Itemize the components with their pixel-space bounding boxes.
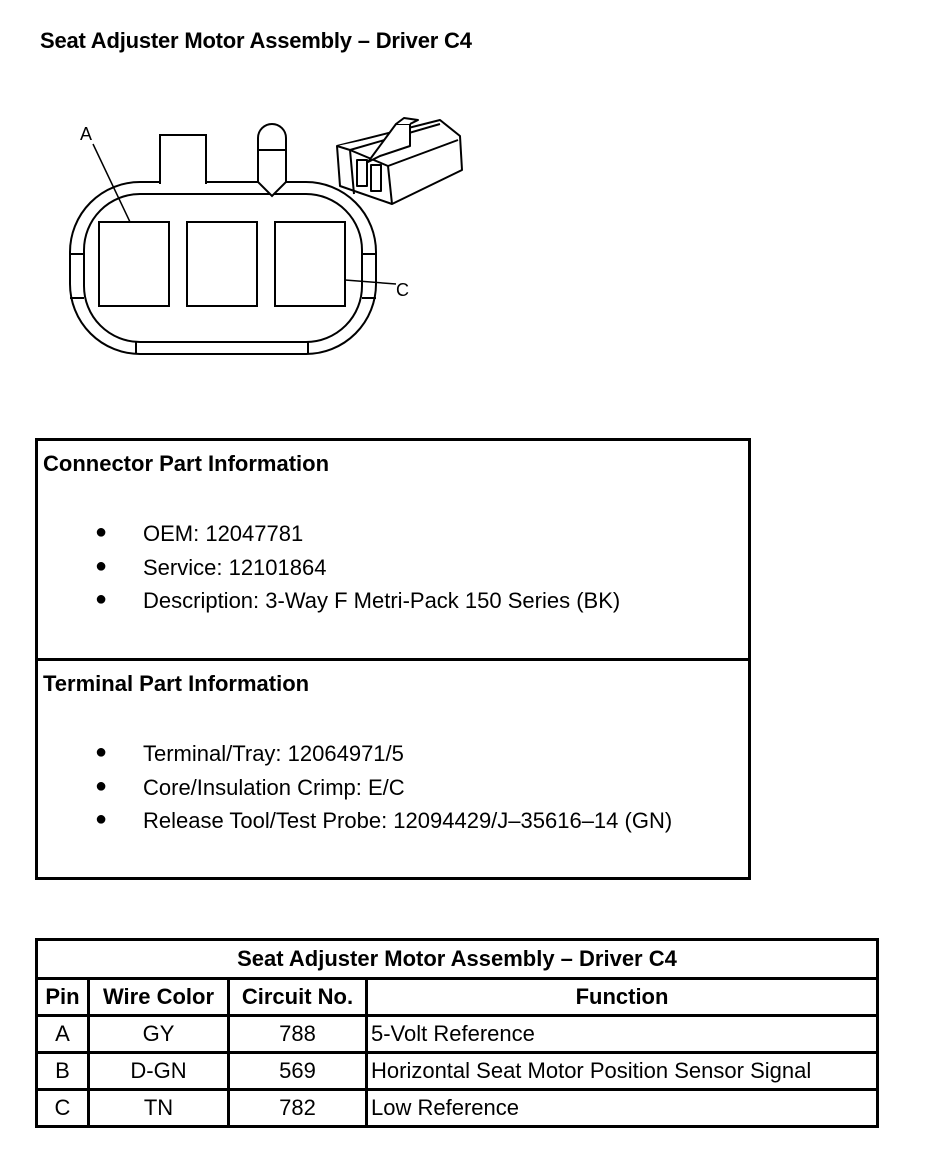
list-item: ● OEM: 12047781 [95, 521, 304, 546]
table-row [37, 1053, 878, 1090]
table-row [37, 1016, 878, 1053]
function-cell: Horizontal Seat Motor Position Sensor Signal [367, 1053, 878, 1090]
terminal-info-list [38, 741, 748, 842]
connector-inner-shell [84, 194, 362, 342]
wire-color-cell: TN [89, 1090, 229, 1127]
connector-3d-view [337, 118, 462, 204]
connector-info-list [38, 521, 748, 622]
function-cell: 5-Volt Reference [367, 1016, 878, 1053]
circuit-cell: 788 [229, 1016, 367, 1053]
connector-part-info [35, 438, 751, 660]
polarizing-key [258, 124, 286, 196]
cavity-c [275, 222, 345, 306]
header-circuit-no: Circuit No. [229, 979, 367, 1016]
page-title: Seat Adjuster Motor Assembly – Driver C4 [40, 28, 472, 53]
cavity-b [187, 222, 257, 306]
connector-outer-shell [70, 182, 376, 354]
list-item: ● Service: 12101864 [95, 554, 327, 580]
table-row [37, 1090, 878, 1127]
list-item: ● Terminal/Tray: 12064971/5 [95, 741, 404, 766]
bullet-icon: ● [95, 808, 108, 830]
connector-diagram [0, 0, 928, 420]
header-pin: Pin [37, 979, 89, 1016]
pinout-table [35, 938, 879, 1128]
pin-cell: B [37, 1053, 89, 1090]
pin-cell: A [37, 1016, 89, 1053]
bullet-icon: ● [95, 774, 108, 797]
label-a: A [80, 124, 93, 144]
cavity-a [99, 222, 169, 306]
table-header-row [37, 979, 878, 1016]
list-item: ● Description: 3-Way F Metri-Pack 150 Series (BK) [95, 588, 621, 613]
circuit-cell: 569 [229, 1053, 367, 1090]
list-item: ● Core/Insulation Crimp: E/C [95, 774, 405, 800]
bullet-icon: ● [95, 741, 108, 763]
terminal-info-heading: Terminal Part Information [43, 671, 310, 696]
table-title-row [37, 940, 878, 979]
header-function: Function [367, 979, 878, 1016]
list-item: ● Release Tool/Test Probe: 12094429/J–35616–14 (GN) [95, 808, 673, 833]
wire-color-cell: GY [89, 1016, 229, 1053]
bullet-icon: ● [95, 588, 108, 610]
connector-info-heading: Connector Part Information [43, 451, 330, 476]
wire-color-cell: D-GN [89, 1053, 229, 1090]
function-cell: Low Reference [367, 1090, 878, 1127]
terminal-part-info [35, 658, 751, 880]
bullet-icon: ● [95, 521, 108, 543]
locking-tab [160, 135, 206, 184]
label-c: C [396, 280, 409, 300]
pin-cell: C [37, 1090, 89, 1127]
bullet-icon: ● [95, 554, 108, 577]
circuit-cell: 782 [229, 1090, 367, 1127]
header-wire-color: Wire Color [89, 979, 229, 1016]
table-title: Seat Adjuster Motor Assembly – Driver C4 [37, 940, 878, 979]
